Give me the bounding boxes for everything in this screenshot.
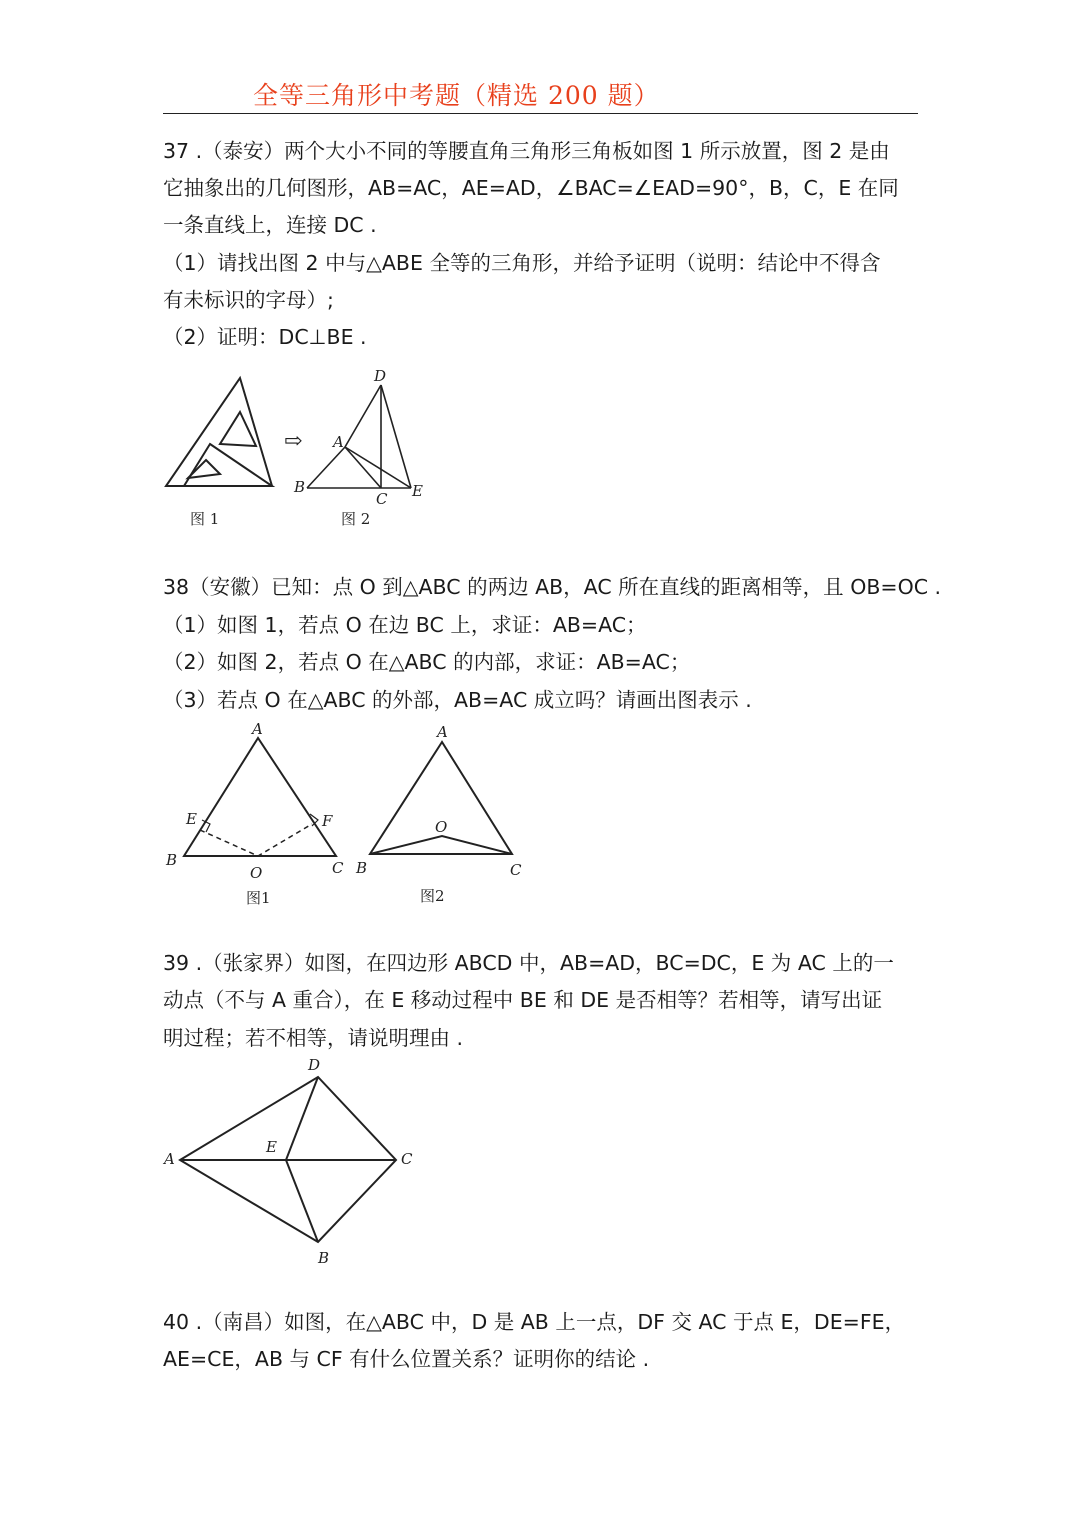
problem-38-figure bbox=[160, 718, 540, 913]
caption-38-figure-2: 图2 bbox=[420, 887, 445, 905]
figure-2-drawing bbox=[307, 385, 411, 488]
caption-figure-1: 图 1 bbox=[190, 510, 220, 528]
fig2-label-a: A bbox=[437, 723, 448, 741]
arrow-right-icon: ⇨ bbox=[284, 429, 303, 454]
caption-38-figure-1: 图1 bbox=[246, 889, 271, 907]
quadrilateral-abcd-drawing bbox=[180, 1077, 396, 1242]
label-a: A bbox=[164, 1150, 175, 1168]
caption-figure-2: 图 2 bbox=[341, 510, 371, 528]
problem-37-figure bbox=[160, 360, 440, 540]
fig1-label-c: C bbox=[332, 859, 344, 877]
problem-37-line-1: 37 .（泰安）两个大小不同的等腰直角三角形三角板如图 1 所示放置，图 2 是由 bbox=[163, 139, 890, 163]
fig1-label-o: O bbox=[250, 864, 263, 882]
problem-39-line-2: 动点（不与 A 重合），在 E 移动过程中 BE 和 DE 是否相等？若相等，请写出证 bbox=[163, 988, 883, 1012]
problem-38-diagram bbox=[160, 718, 540, 913]
label-d: D bbox=[374, 367, 387, 385]
problem-38-line-4: （3）若点 O 在△ABC 的外部，AB=AC 成立吗？请画出图表示 . bbox=[163, 688, 752, 712]
label-b: B bbox=[318, 1249, 330, 1267]
label-d: D bbox=[308, 1056, 321, 1074]
problem-38-line-2: （1）如图 1，若点 O 在边 BC 上，求证：AB=AC； bbox=[163, 613, 647, 637]
fig1-label-b: B bbox=[166, 851, 178, 869]
problem-37-line-4: （1）请找出图 2 中与△ABE 全等的三角形，并给予证明（说明：结论中不得含 bbox=[163, 251, 881, 275]
header-divider bbox=[163, 113, 918, 114]
label-b: B bbox=[294, 478, 306, 496]
problem-39-diagram bbox=[160, 1050, 430, 1270]
fig1-label-e: E bbox=[186, 810, 197, 828]
fig1-label-f: F bbox=[322, 812, 333, 830]
problem-39-figure bbox=[160, 1050, 430, 1270]
figure-2-drawing bbox=[370, 742, 512, 854]
fig2-label-c: C bbox=[510, 861, 522, 879]
problem-37-line-3: 一条直线上，连接 DC . bbox=[163, 213, 377, 237]
label-c: C bbox=[401, 1150, 413, 1168]
set-squares-drawing bbox=[166, 378, 272, 486]
problem-37-line-2: 它抽象出的几何图形，AB=AC，AE=AD，∠BAC=∠EAD=90°，B，C，E 在同 bbox=[163, 176, 899, 200]
label-e: E bbox=[412, 482, 423, 500]
problem-38-line-3: （2）如图 2，若点 O 在△ABC 的内部，求证：AB=AC； bbox=[163, 650, 691, 674]
problem-40-line-1: 40 .（南昌）如图，在△ABC 中，D 是 AB 上一点，DF 交 AC 于点 E，DE=FE， bbox=[163, 1310, 906, 1334]
fig1-label-a: A bbox=[252, 720, 263, 738]
problem-38-line-1: 38（安徽）已知：点 O 到△ABC 的两边 AB，AC 所在直线的距离相等，且 OB=OC . bbox=[163, 575, 942, 599]
problem-39-line-3: 明过程；若不相等，请说明理由 . bbox=[163, 1026, 464, 1050]
problem-37-line-6: （2）证明：DC⊥BE . bbox=[163, 325, 367, 349]
problem-39-line-1: 39 .（张家界）如图，在四边形 ABCD 中，AB=AD，BC=DC，E 为 AC 上的一 bbox=[163, 951, 894, 975]
label-e: E bbox=[266, 1138, 277, 1156]
document-title: 全等三角形中考题（精选 200 题） bbox=[253, 81, 660, 110]
problem-37-line-5: 有未标识的字母）; bbox=[163, 288, 334, 312]
figure-1-drawing bbox=[184, 738, 336, 856]
label-a: A bbox=[333, 433, 344, 451]
problem-40-line-2: AE=CE，AB 与 CF 有什么位置关系？证明你的结论 . bbox=[163, 1347, 650, 1371]
problem-37-diagram bbox=[160, 360, 440, 540]
fig2-label-b: B bbox=[356, 859, 368, 877]
fig2-label-o: O bbox=[435, 818, 448, 836]
label-c: C bbox=[376, 490, 388, 508]
